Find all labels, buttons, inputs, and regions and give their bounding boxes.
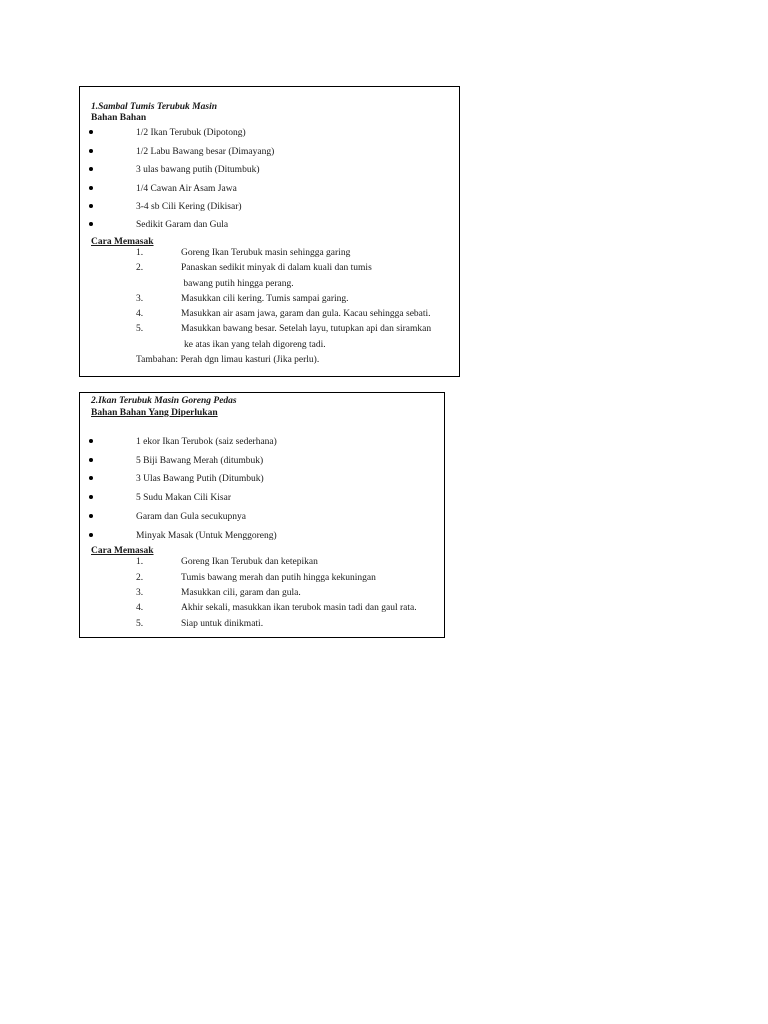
bullet-icon xyxy=(89,149,93,153)
recipe-1-step-number: 3. xyxy=(136,294,144,304)
recipe-1-ingredient: 3-4 sb Cili Kering (Dikisar) xyxy=(136,202,242,212)
recipe-1-method-heading: Cara Memasak xyxy=(91,237,154,247)
recipe-1-note: Tambahan: Perah dgn limau kasturi (Jika perlu). xyxy=(136,355,320,365)
recipe-2-ingredient: 5 Sudu Makan Cili Kisar xyxy=(136,493,231,503)
bullet-icon xyxy=(89,186,93,190)
recipe-2-method-heading: Cara Memasak xyxy=(91,546,154,556)
recipe-1-step-text: Masukkan air asam jawa, garam dan gula. Kacau sehingga sebati. xyxy=(181,309,431,319)
recipe-1-step-text: ke atas ikan yang telah digoreng tadi. xyxy=(184,340,326,350)
recipe-2-step-text: Masukkan cili, garam dan gula. xyxy=(181,588,301,598)
recipe-1-step-number: 2. xyxy=(136,263,144,273)
recipe-1-ingredient: 1/2 Labu Bawang besar (Dimayang) xyxy=(136,147,275,157)
bullet-icon xyxy=(89,439,93,443)
bullet-icon xyxy=(89,458,93,462)
recipe-2-step-number: 4. xyxy=(136,603,144,613)
bullet-icon xyxy=(89,130,93,134)
recipe-2-ingredient: 1 ekor Ikan Terubok (saiz sederhana) xyxy=(136,437,277,447)
recipe-1-step-number: 5. xyxy=(136,324,144,334)
recipe-2-step-text: Goreng Ikan Terubuk dan ketepikan xyxy=(181,557,318,567)
recipe-2-ingredient: Minyak Masak (Untuk Menggoreng) xyxy=(136,531,277,541)
recipe-1-step-text: Masukkan cili kering. Tumis sampai garing. xyxy=(181,294,349,304)
recipe-2-step-number: 3. xyxy=(136,588,144,598)
bullet-icon xyxy=(89,476,93,480)
bullet-icon xyxy=(89,495,93,499)
bullet-icon xyxy=(89,204,93,208)
recipe-1-ingredient: 1/2 Ikan Terubuk (Dipotong) xyxy=(136,128,246,138)
recipe-2-ingredient: 5 Biji Bawang Merah (ditumbuk) xyxy=(136,456,264,466)
recipe-2-title: 2.Ikan Terubuk Masin Goreng Pedas xyxy=(91,396,237,406)
bullet-icon xyxy=(89,222,93,226)
bullet-icon xyxy=(89,167,93,171)
recipe-1-step-text: bawang putih hingga perang. xyxy=(181,279,294,289)
recipe-1-step-number: 1. xyxy=(136,248,144,258)
recipe-2-ingredient: 3 Ulas Bawang Putih (Ditumbuk) xyxy=(136,474,264,484)
bullet-icon xyxy=(89,533,93,537)
recipe-2-step-text: Tumis bawang merah dan putih hingga kekuningan xyxy=(181,573,376,583)
recipe-1-ingredient: Sedikit Garam dan Gula xyxy=(136,220,229,230)
recipe-1-step-text: Goreng Ikan Terubuk masin sehingga garing xyxy=(181,248,351,258)
recipe-2-step-number: 5. xyxy=(136,619,144,629)
recipe-2-step-text: Akhir sekali, masukkan ikan terubok masin tadi dan gaul rata. xyxy=(181,603,417,613)
recipe-1-title: 1.Sambal Tumis Terubuk Masin xyxy=(91,102,218,112)
recipe-1-ingredient: 3 ulas bawang putih (Ditumbuk) xyxy=(136,165,260,175)
recipe-2-ingredients-heading: Bahan Bahan Yang Diperlukan xyxy=(91,408,218,418)
recipe-1-step-text: Panaskan sedikit minyak di dalam kuali dan tumis xyxy=(181,263,372,273)
recipe-1-ingredients-heading: Bahan Bahan xyxy=(91,113,147,123)
recipe-2-step-text: Siap untuk dinikmati. xyxy=(181,619,264,629)
bullet-icon xyxy=(89,514,93,518)
recipe-2-step-number: 2. xyxy=(136,573,144,583)
recipe-2-ingredient: Garam dan Gula secukupnya xyxy=(136,512,247,522)
recipe-2-step-number: 1. xyxy=(136,557,144,567)
recipe-1-ingredient: 1/4 Cawan Air Asam Jawa xyxy=(136,184,237,194)
recipe-1-step-number: 4. xyxy=(136,309,144,319)
recipe-1-step-text: Masukkan bawang besar. Setelah layu, tutupkan api dan siramkan xyxy=(181,324,432,334)
